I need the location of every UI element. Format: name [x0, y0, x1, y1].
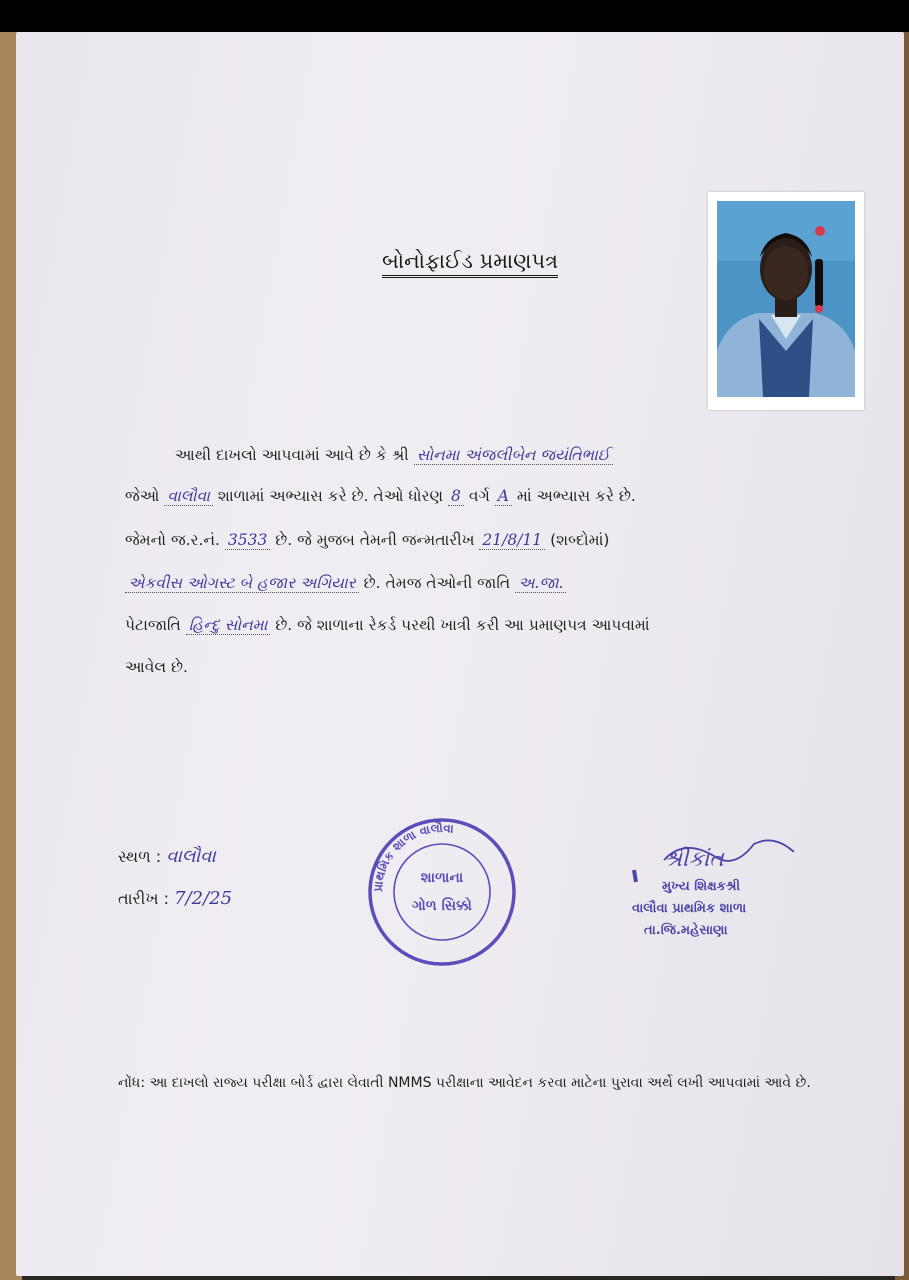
label-studying: માં અભ્યાસ કરે છે.	[516, 487, 636, 505]
label-varg: વર્ગ	[468, 487, 490, 505]
place-value: વાલૌવા	[166, 846, 216, 867]
stamp-center-top: શાળાના	[420, 870, 464, 886]
footnote: નોંધ: આ દાખલો રાજ્ય પરીક્ષા બોર્ડ દ્વારા લેવાતી NMMS પરીક્ષાના આવેદન કરવા માટેના પુરાવા અર્થે લખી આપવામાં આવે છે.	[118, 1075, 811, 1091]
signature-scribble: શ્રીકાંત	[664, 847, 724, 872]
reg-no-field: 3533	[225, 531, 270, 550]
stamp-center-bottom: ગોળ સિક્કો	[412, 898, 472, 914]
school-name-field: વાલૌવા	[164, 487, 213, 506]
division-field: A	[495, 487, 512, 506]
student-name-field: સોનમા અંજલીબેન જયંતિભાઈ	[414, 446, 613, 465]
signature-school: વાલૌવા પ્રાથમિક શાળા	[632, 901, 747, 916]
birth-date-words-field: એકવીસ ઓગસ્ટ બે હજાર અગિયાર	[125, 574, 359, 593]
label-school-class: શાળામાં અભ્યાસ કરે છે. તેઓ ધોરણ	[217, 487, 444, 505]
intro-text: આથી દાખલો આપવામાં આવે છે કે શ્રી	[175, 446, 409, 464]
school-round-stamp	[362, 812, 522, 972]
signature-taluka: તા.જિ.મહેસાણા	[644, 923, 728, 938]
label-issued: આવેલ છે.	[125, 658, 188, 676]
date-row	[118, 888, 232, 909]
date-value: 7/2/25	[174, 888, 233, 909]
label-caste: છે. તેમજ તેઓની જાતિ	[363, 574, 511, 592]
label-birth-date: છે. જે મુજબ તેમની જન્મતારીખ	[275, 531, 475, 549]
certificate-title: બોનોફાઈડ પ્રમાણપત્ર	[382, 248, 558, 278]
label-jeo: જેઓ	[125, 487, 160, 505]
stamp-ring-text: પ્રાથમિક શાળા વાલૌવા	[370, 820, 455, 893]
place-row	[118, 846, 216, 867]
body-line-3	[125, 529, 609, 551]
subcaste-field: હિન્દુ સોનમા	[186, 616, 271, 635]
label-reg-no: જેમનો જ.ર.નં.	[125, 531, 220, 549]
top-bar	[0, 0, 909, 32]
label-record-check: છે. જે શાળાના રેકર્ડ પરથી ખાત્રી કરી આ પ્રમાણપત્ર આપવામાં	[275, 616, 650, 634]
date-label: તારીખ :	[118, 889, 170, 908]
body-line-2	[125, 485, 636, 507]
student-photo-image	[717, 201, 855, 397]
caste-field: અ.જા.	[515, 574, 566, 593]
principal-signature-stamp	[624, 830, 824, 950]
body-line-1	[175, 444, 613, 466]
place-label: સ્થળ :	[118, 847, 162, 866]
label-subcaste: પેટાજાતિ	[125, 616, 181, 634]
birth-date-field: 21/8/11	[479, 531, 545, 550]
body-line-4	[125, 572, 566, 594]
student-photo	[708, 192, 864, 410]
body-line-5	[125, 614, 650, 636]
body-line-6	[125, 656, 188, 678]
label-in-words: (શબ્દોમાં)	[550, 531, 610, 549]
signature-title: મુખ્ય શિક્ષકશ્રી	[662, 879, 741, 894]
standard-field: 8	[448, 487, 464, 506]
